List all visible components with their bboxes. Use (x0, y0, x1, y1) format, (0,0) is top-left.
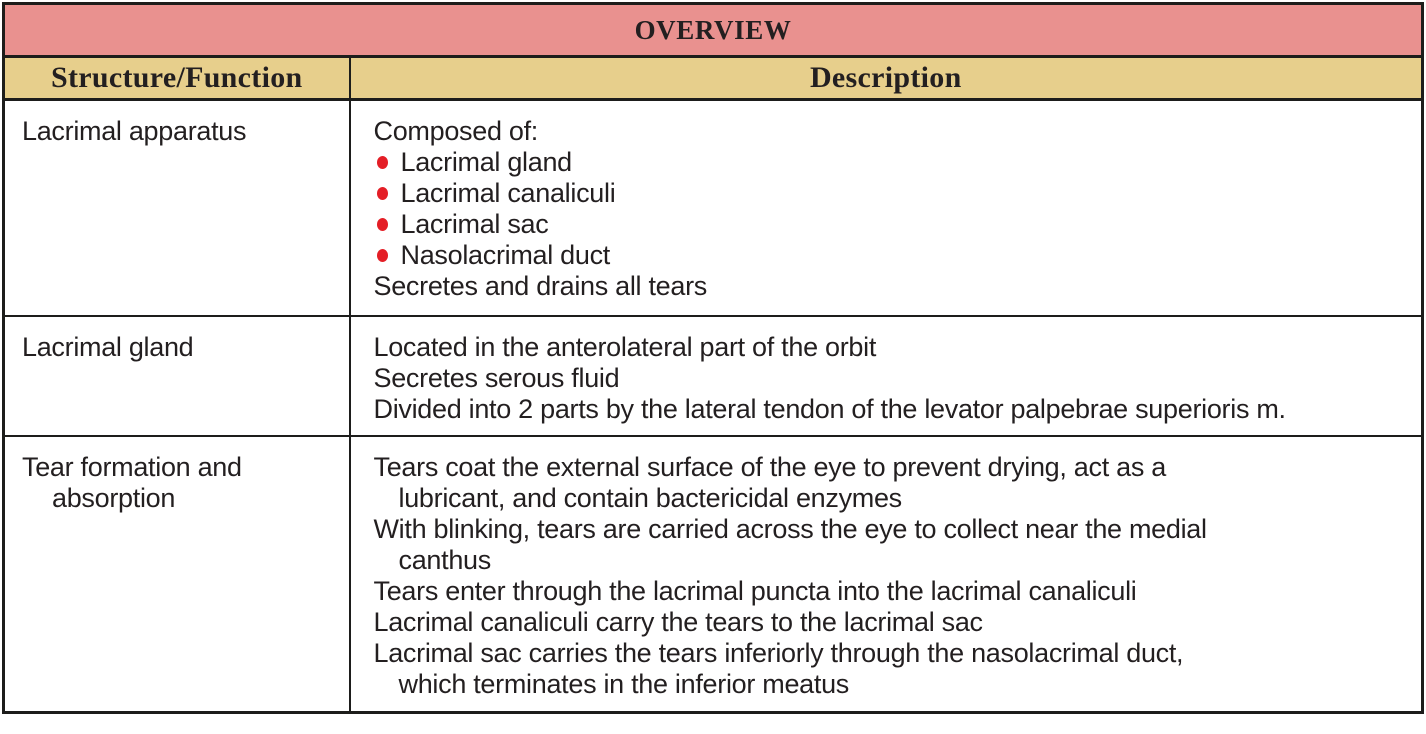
desc-outro: Secretes and drains all tears (373, 271, 707, 301)
table-row-tear-formation (4, 436, 1423, 713)
description-cell (350, 436, 1423, 713)
bullet-text: Lacrimal gland (400, 147, 572, 177)
desc-line-cont: lubricant, and contain bactericidal enzymes (398, 482, 902, 513)
structure-cell (4, 436, 350, 713)
structure-label: Lacrimal gland (22, 331, 194, 362)
bullet-item (374, 147, 1412, 178)
table-row-lacrimal-gland (4, 316, 1423, 436)
structure-label-cont: absorption (52, 482, 176, 513)
description-cell (350, 100, 1423, 316)
table-title: OVERVIEW (4, 4, 1423, 57)
desc-intro: Composed of: (373, 116, 538, 146)
desc-line: Lacrimal canaliculi carry the tears to the lacrimal sac (373, 606, 983, 637)
bullet-text: Nasolacrimal duct (400, 240, 610, 270)
structure-label: Lacrimal apparatus (22, 116, 247, 146)
bullet-item (374, 240, 1412, 271)
desc-line: Tears enter through the lacrimal puncta into the lacrimal canaliculi (373, 575, 1137, 606)
table-title-row (4, 4, 1423, 57)
description-cell (350, 316, 1423, 436)
desc-line: With blinking, tears are carried across the eye to collect near the medial (373, 513, 1207, 544)
column-header-row (4, 57, 1423, 100)
bullet-icon (377, 187, 388, 200)
desc-line-cont: canthus (398, 544, 491, 575)
overview-table (2, 2, 1424, 714)
bullet-text: Lacrimal canaliculi (400, 178, 616, 208)
bullet-icon (377, 156, 388, 169)
desc-line: Divided into 2 parts by the lateral tendon of the levator palpebrae superioris m. (373, 393, 1286, 424)
bullet-icon (377, 249, 388, 262)
desc-line-cont: which terminates in the inferior meatus (398, 668, 850, 699)
bullet-icon (377, 218, 388, 231)
column-header-description: Description (350, 57, 1423, 100)
structure-cell (4, 316, 350, 436)
bullet-text: Lacrimal sac (400, 209, 549, 239)
bullet-item (374, 178, 1412, 209)
desc-line: Lacrimal sac carries the tears inferiorly through the nasolacrimal duct, (373, 637, 1184, 668)
column-header-structure-function: Structure/Function (4, 57, 350, 100)
structure-cell (4, 100, 350, 316)
desc-line: Secretes serous fluid (373, 362, 620, 393)
table-row-lacrimal-apparatus (4, 100, 1423, 316)
structure-label: Tear formation and (22, 451, 242, 482)
bullet-item (374, 209, 1412, 240)
desc-line: Located in the anterolateral part of the orbit (373, 331, 877, 362)
desc-line: Tears coat the external surface of the eye to prevent drying, act as a (373, 451, 1166, 482)
